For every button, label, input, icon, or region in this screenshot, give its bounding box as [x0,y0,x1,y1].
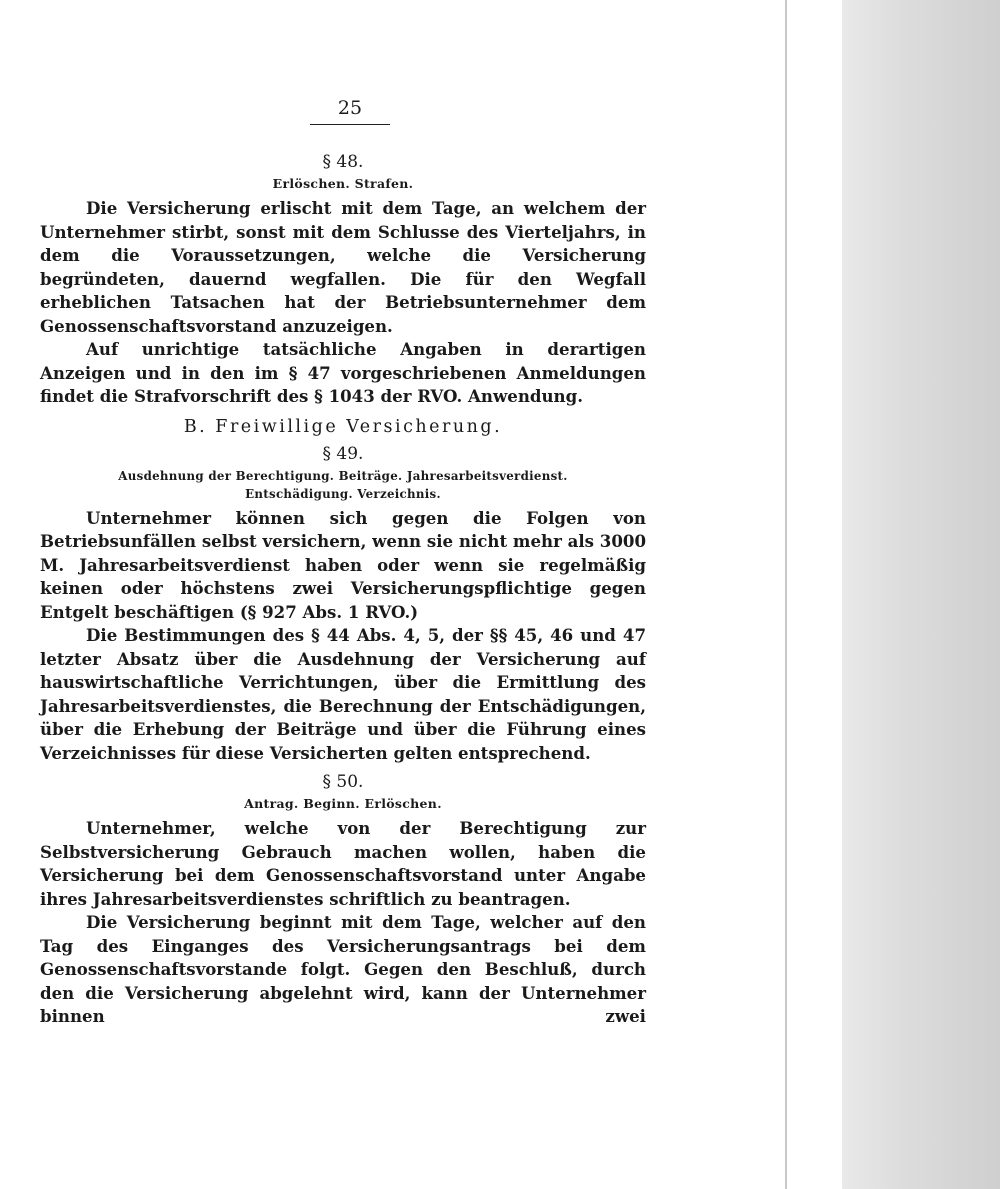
section-subheading: Entschädigung. Verzeichnis. [245,486,441,501]
scan-edge [842,0,1000,1189]
section-50 [40,771,646,1029]
section-subheading: Antrag. Beginn. Erlöschen. [244,796,442,811]
section-heading: § 48. [322,152,364,172]
section-heading: § 49. [322,443,364,464]
section-subheading: Erlöschen. Strafen. [272,176,414,191]
section-heading: § 50. [322,772,364,792]
part-heading: B. Freiwillige Versicherung. [183,416,503,437]
paragraph: Die Versicherung erlischt mit dem Tage, an welchem der Unternehmer stirbt, sonst mit dem Schlusse des Vierteljahrs, in dem die Voraussetzungen, welche die Versicherung begründeten, dauernd wegfallen. Die für den Wegfall erheblichen Tatsachen hat der Betriebsunternehmer dem Genossenschaftsvorstand anzuzeigen. [40,198,646,336]
paragraph: Unternehmer, welche von der Berechtigung zur Selbstversicherung Gebrauch machen wollen, haben die Versicherung bei dem Genossenschaftsvorstand unter Angabe ihres Jahresarbeitsverdienstes schriftlich zu beantragen. [40,818,646,909]
section-48 [40,151,646,409]
paragraph: Unternehmer können sich gegen die Folgen von Betriebsunfällen selbst versichern, wenn sie nicht mehr als 3000 M. Jahresarbeitsverdienst haben oder wenn sie regelmäßig keinen oder höchstens zwei Versicherungspflichtige gegen Entgelt beschäftigen (§ 927 Abs. 1 RVO.) [40,507,646,622]
paragraph: Die Bestimmungen des § 44 Abs. 4, 5, der §§ 45, 46 und 47 letzter Absatz über die Ausdehnung der Versicherung auf hauswirtschaftliche Verrichtungen, über die Ermittlung des Jahresarbeitsverdienstes, die Berechnung der Entschädigungen, über die Erhebung der Beiträge und über die Führung eines Verzeichnisses für diese Versicherten gelten entsprechend. [40,625,646,763]
page-number: 25 [310,96,390,125]
section-subheading: Ausdehnung der Berechtigung. Beiträge. Jahresarbeitsverdienst. [118,468,568,483]
document-page [40,96,646,1029]
page-edge-line [785,0,787,1189]
paragraph: Auf unrichtige tatsächliche Angaben in derartigen Anzeigen und in den im § 47 vorgeschriebenen Anmeldungen findet die Strafvorschrift des § 1043 der RVO. Anwendung. [40,339,646,406]
paragraph: Die Versicherung beginnt mit dem Tage, welcher auf den Tag des Einganges des Versicherungsantrags bei dem Genossenschaftsvorstande folgt. Gegen den Beschluß, durch den die Versicherung abgelehnt wird, kann der Unternehmer binnen zwei [40,912,646,1026]
section-49 [40,443,646,766]
